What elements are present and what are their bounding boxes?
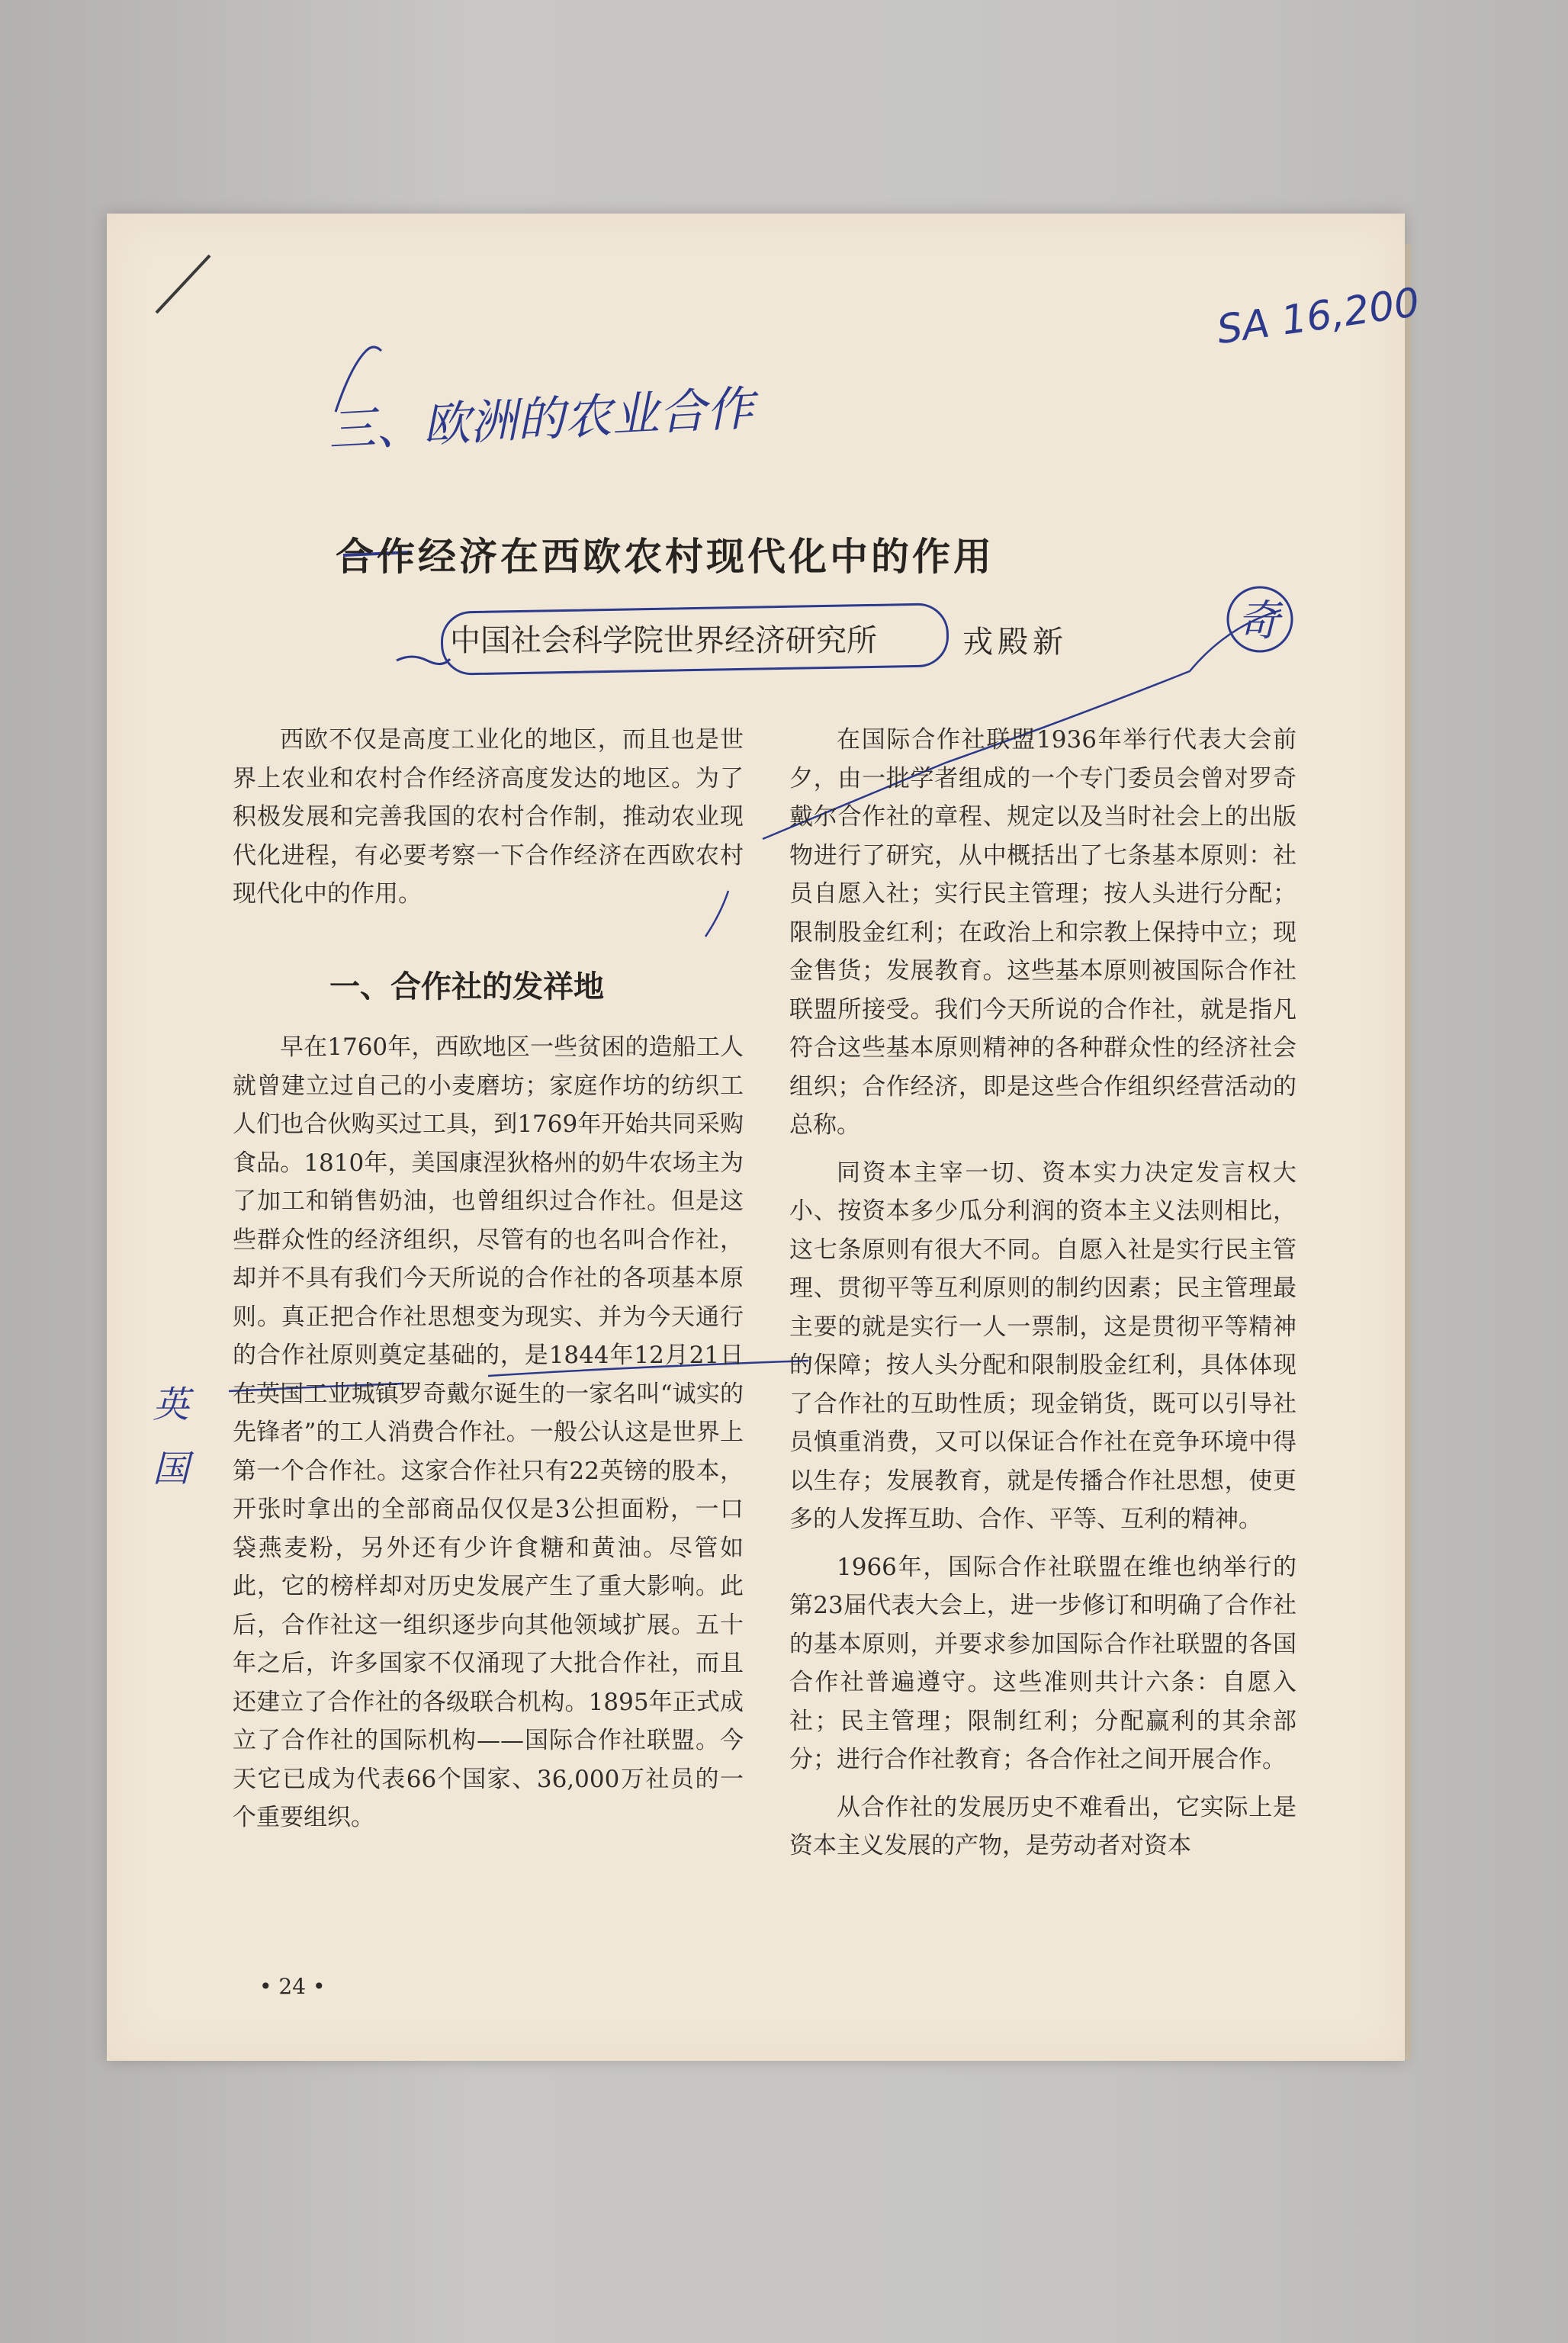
section1-paragraph: 早在1760年，西欧地区一些贫困的造船工人就曾建立过自己的小麦磨坊；家庭作坊的纺织工人们也合伙购买过工具，到1769年开始共同采购食品。1810年，美国康涅狄格州的奶牛农场主为了加工和销售奶油，也曾组织过合作社。但是这些群众性的经济组织，尽管有的也名叫合作社，却并不具有我们今天所说的合作社的各项基本原则。真正把合作社思想变为现实、并为今天通行的合作社原则奠定基础的，是1844年12月21日在英国工业城镇罗奇戴尔诞生的一家名叫“诚实的先锋者”的工人消费合作社。一般公认这是世界上第一个合作社。这家合作社只有22英镑的股本，开张时拿出的全部商品仅仅是3公担面粉，一口袋燕麦粉，另外还有少许食糖和黄油。尽管如此，它的榜样却对历史发展产生了重大影响。此后，合作社这一组织逐步向其他领域扩展。五十年之后，许多国家不仅涌现了大批合作社，而且还建立了合作社的各级联合机构。1895年正式成立了合作社的国际机构——国际合作社联盟。今天它已成为代表66个国家、36,000万社员的一个重要组织。 bbox=[233, 1033, 744, 1831]
annotation-margin-mark: 奇 bbox=[1237, 596, 1280, 646]
page-number: • 24 • bbox=[259, 1974, 326, 1999]
right-paragraph-3: 1966年，国际合作社联盟在维也纳举行的第23届代表大会上，进一步修订和明确了合作社的基本原则，并要求参加国际合作社联盟的各国合作社普遍遵守。这些准则共计六条：自愿入社；民主管理；限制红利；分配赢利的其余部分；进行合作社教育；各合作社之间开展合作。 bbox=[789, 1553, 1296, 1773]
article-title: 合作经济在西欧农村现代化中的作用 bbox=[336, 535, 994, 579]
pen-squiggle-affil bbox=[397, 657, 450, 664]
left-column bbox=[233, 1028, 744, 1837]
section-heading: 一、合作社的发祥地 bbox=[329, 969, 604, 1004]
article-author: 戎殿新 bbox=[962, 625, 1068, 660]
right-paragraph-4: 从合作社的发展历史不难看出，它实际上是资本主义发展的产物，是劳动者对资本 bbox=[789, 1793, 1296, 1859]
right-paragraph-2: 同资本主宰一切、资本实力决定发言权大小、按资本多少瓜分利润的资本主义法则相比，这七条原则有很大不同。自愿入社是实行民主管理、贯彻平等互利原则的制约因素；民主管理最主要的就是实行一人一票制，这是贯彻平等精神的保障；按人头分配和限制股金红利，具体体现了合作社的互助性质；现金销货，既可以引导社员慎重消费，又可以保证合作社在竞争环境中得以生存；发展教育，就是传播合作社思想，使更多的人发挥互助、合作、平等、互利的精神。 bbox=[789, 1159, 1296, 1533]
annotation-heading: 三、欧洲的农业合作 bbox=[326, 380, 755, 458]
article-affiliation: 中国社会科学院世界经济研究所 bbox=[450, 623, 877, 658]
intro-paragraph: 西欧不仅是高度工业化的地区，而且也是世界上农业和农村合作经济高度发达的地区。为了积极发展和完善我国的农村合作制，推动农业现代化进程，有必要考察一下合作经济在西欧农村现代化中的作用。 bbox=[233, 726, 744, 908]
annotation-call-number: SA 16,200 bbox=[1214, 279, 1422, 354]
pen-stroke-top-left bbox=[156, 256, 210, 313]
right-paragraph-1: 在国际合作社联盟1936年举行代表大会前夕，由一批学者组成的一个专门委员会曾对罗奇戴尔合作社的章程、规定以及当时社会上的出版物进行了研究，从中概括出了七条基本原则：社员自愿入社；实行民主管理；按人头进行分配；限制股金红利；在政治上和宗教上保持中立；现金售货；发展教育。这些基本原则被国际合作社联盟所接受。我们今天所说的合作社，就是指凡符合这些基本原则精神的各种群众性的经济社会组织；合作经济，即是这些合作组织经营活动的总称。 bbox=[789, 726, 1296, 1139]
intro-column bbox=[233, 721, 744, 914]
right-column bbox=[789, 721, 1296, 1866]
annotation-margin-left: 英 国 bbox=[153, 1384, 190, 1490]
